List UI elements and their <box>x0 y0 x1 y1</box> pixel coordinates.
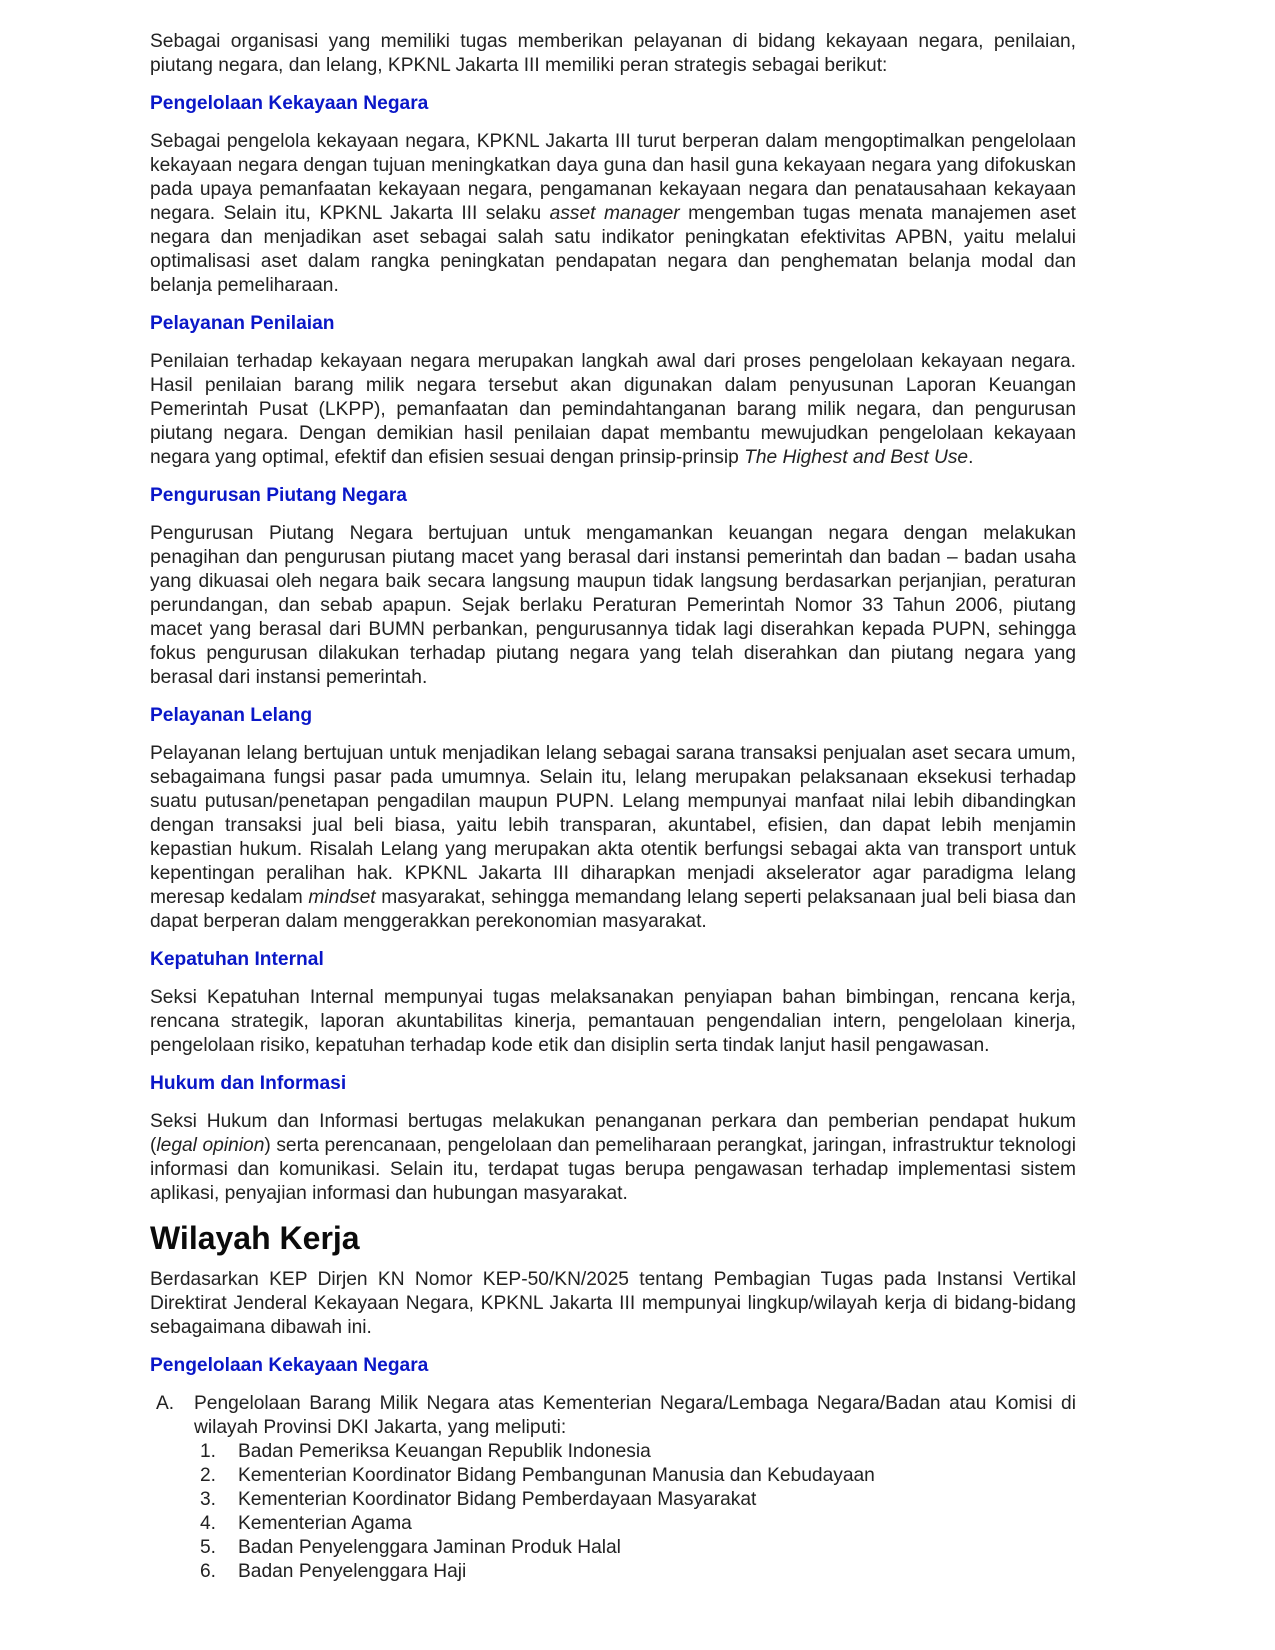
section-paragraph-hukum-dan-informasi <box>150 1110 1076 1206</box>
section-paragraph-pengurusan-piutang-negara <box>150 522 1076 690</box>
list-marker: A. <box>156 1393 175 1414</box>
list-marker: 6. <box>200 1561 217 1582</box>
list-item-text: Badan Pemeriksa Keuangan Republik Indonesia <box>238 1441 651 1462</box>
paragraph-text: masyarakat, sehingga memandang lelang seperti pelaksanaan jual beli biasa dan dapat berperan dalam menggerakkan perekonomian masyarakat. <box>150 887 1076 932</box>
list-item <box>194 1488 1076 1512</box>
list-marker: 1. <box>200 1441 217 1462</box>
section-heading-pengelolaan-kekayaan-negara: Pengelolaan Kekayaan Negara <box>150 93 429 114</box>
list-marker: 5. <box>200 1537 217 1558</box>
list-marker: 4. <box>200 1513 217 1534</box>
paragraph-text: Pengurusan Piutang Negara bertujuan untuk mengamankan keuangan negara dengan melakukan penagihan dan pengurusan piutang macet yang berasal dari instansi pemerintah dan badan – badan usaha yang dikuasai oleh negara baik secara langsung maupun tidak langsung berdasarkan perjanjian, peraturan perundangan, dan sebab apapun. Sejak berlaku Peraturan Pemerintah Nomor 33 Tahun 2006, piutang macet yang berasal dari BUMN perbankan, pengurusannya tidak lagi diserahkan kepada PUPN, sehingga fokus pengurusan dilakukan terhadap piutang negara yang telah diserahkan dan piutang negara yang berasal dari instansi pemerintah. <box>150 523 1076 688</box>
section-paragraph-pengelolaan-kekayaan-negara <box>150 130 1076 298</box>
list-item <box>194 1536 1076 1560</box>
list-item <box>194 1464 1076 1488</box>
section-paragraph-pelayanan-lelang <box>150 742 1076 934</box>
paragraph-text: Seksi Hukum dan Informasi bertugas melakukan penanganan perkara dan pemberian pendapat hukum ( <box>150 1111 1076 1156</box>
document-page <box>150 30 1076 1584</box>
section-paragraph-kepatuhan-internal <box>150 986 1076 1058</box>
section-heading-pengurusan-piutang-negara: Pengurusan Piutang Negara <box>150 485 407 506</box>
list-item-text: Badan Penyelenggara Jaminan Produk Halal <box>238 1537 621 1558</box>
paragraph-text: . <box>968 447 974 468</box>
section-heading-pelayanan-penilaian: Pelayanan Penilaian <box>150 313 335 334</box>
section-heading-pelayanan-lelang: Pelayanan Lelang <box>150 705 313 726</box>
list-item-text: Pengelolaan Barang Milik Negara atas Kementerian Negara/Lembaga Negara/Badan atau Komisi di wilayah Provinsi DKI Jakarta, yang meliputi: <box>194 1393 1076 1438</box>
paragraph-text: mengemban tugas menata manajemen aset negara dan menjadikan aset sebagai salah satu indikator peningkatan efektivitas APBN, yaitu melalui optimalisasi aset dalam rangka peningkatan pendapatan negara dan penghematan belanja modal dan belanja pemeliharaan. <box>150 203 1076 296</box>
list-item-text: Badan Penyelenggara Haji <box>238 1561 467 1582</box>
list-item-text: Kementerian Agama <box>238 1513 412 1534</box>
emphasis-text: mindset <box>308 887 376 908</box>
paragraph-text: ) serta perencanaan, pengelolaan dan pemeliharaan perangkat, jaringan, infrastruktur teknologi informasi dan komunikasi. Selain itu, terdapat tugas berupa pengawasan terhadap implementasi sistem aplikasi, penyajian informasi dan hubungan masyarakat. <box>150 1135 1076 1204</box>
list-item-a <box>150 1392 1076 1584</box>
list-item <box>194 1560 1076 1584</box>
section-heading-hukum-dan-informasi: Hukum dan Informasi <box>150 1073 347 1094</box>
list-item-text: Kementerian Koordinator Bidang Pembangunan Manusia dan Kebudayaan <box>238 1465 875 1486</box>
emphasis-text: legal opinion <box>156 1135 265 1156</box>
paragraph-text: Seksi Kepatuhan Internal mempunyai tugas melaksanakan penyiapan bahan bimbingan, rencana kerja, rencana strategik, laporan akuntabilitas kinerja, pemantauan pengendalian intern, pengelolaan kinerja, pengelolaan risiko, kepatuhan terhadap kode etik dan disiplin serta tindak lanjut hasil pengawasan. <box>150 987 1076 1056</box>
section-heading-kepatuhan-internal: Kepatuhan Internal <box>150 949 324 970</box>
emphasis-text: asset manager <box>549 203 680 224</box>
section-paragraph-pelayanan-penilaian <box>150 350 1076 470</box>
wilayah-kerja-intro: Berdasarkan KEP Dirjen KN Nomor KEP-50/KN/2025 tentang Pembagian Tugas pada Instansi Vertikal Direktirat Jenderal Kekayaan Negara, KPKNL Jakarta III mempunyai lingkup/wilayah kerja di bidang-bidang sebagaimana dibawah ini. <box>150 1269 1076 1338</box>
wilayah-list <box>150 1392 1076 1584</box>
list-item-text: Kementerian Koordinator Bidang Pemberdayaan Masyarakat <box>238 1489 757 1510</box>
list-item <box>194 1512 1076 1536</box>
intro-paragraph: Sebagai organisasi yang memiliki tugas memberikan pelayanan di bidang kekayaan negara, penilaian, piutang negara, dan lelang, KPKNL Jakarta III memiliki peran strategis sebagai berikut: <box>150 31 1076 76</box>
list-marker: 2. <box>200 1465 217 1486</box>
institution-list <box>194 1440 1076 1584</box>
wilayah-kerja-title: Wilayah Kerja <box>150 1220 360 1256</box>
list-marker: 3. <box>200 1489 217 1510</box>
paragraph-text: Penilaian terhadap kekayaan negara merupakan langkah awal dari proses pengelolaan kekayaan negara. Hasil penilaian barang milik negara tersebut akan digunakan dalam penyusunan Laporan Keuangan Pemerintah Pusat (LKPP), pemanfaatan dan pemindahtanganan barang milik negara, dan pengurusan piutang negara. Dengan demikian hasil penilaian dapat membantu mewujudkan pengelolaan kekayaan negara yang optimal, efektif dan efisien sesuai dengan prinsip-prinsip <box>150 351 1076 468</box>
paragraph-text: Pelayanan lelang bertujuan untuk menjadikan lelang sebagai sarana transaksi penjualan aset secara umum, sebagaimana fungsi pasar pada umumnya. Selain itu, lelang merupakan pelaksanaan eksekusi terhadap suatu putusan/penetapan pengadilan maupun PUPN. Lelang mempunyai manfaat nilai lebih dibandingkan dengan transaksi jual beli biasa, yaitu lebih transparan, akuntabel, efisien, dan dapat lebih menjamin kepastian hukum. Risalah Lelang yang merupakan akta otentik berfungsi sebagai akta van transport untuk kepentingan peralihan hak. KPKNL Jakarta III diharapkan menjadi akselerator agar paradigma lelang meresap kedalam <box>150 743 1076 908</box>
paragraph-text: Sebagai pengelola kekayaan negara, KPKNL Jakarta III turut berperan dalam mengoptimalkan pengelolaan kekayaan negara dengan tujuan meningkatkan daya guna dan hasil guna kekayaan negara yang difokuskan pada upaya pemanfaatan kekayaan negara, pengamanan kekayaan negara dan penatausahaan kekayaan negara. Selain itu, KPKNL Jakarta III selaku <box>150 131 1076 224</box>
emphasis-text: The Highest and Best Use <box>744 447 969 468</box>
wilayah-subheading-pengelolaan-kekayaan-negara: Pengelolaan Kekayaan Negara <box>150 1355 429 1376</box>
list-item <box>194 1440 1076 1464</box>
